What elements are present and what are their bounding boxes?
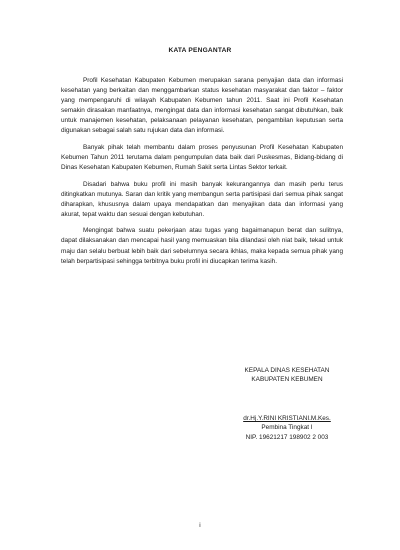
body-text [61,76,343,273]
paragraph-3: Disadari bahwa buku profil ini masih banyak kekurangannya dan masih perlu terus ditingkatkan mutunya. Saran dan kritik yang membangun serta partisipasi dari semua pihak sangat diharapkan, khususnya dalam upaya mendapatkan dan menyajikan data dan informasi yang akurat, tepat waktu dan sesuai dengan kebutuhan. [61,180,343,218]
office-line-1: KEPALA DINAS KESEHATAN [244,367,330,374]
paragraph-1: Profil Kesehatan Kabupaten Kebumen merupakan sarana penyajian data dan informasi kesehatan yang berkaitan dan menggambarkan status kesehatan masyarakat dan faktor – faktor yang mempengaruhi di wilayah Kabupaten Kebumen tahun 2011. Saat ini Profil Kesehatan semakin dirasakan manfaatnya, mengingat data dan informasi kesehatan sangat dibutuhkan, baik untuk manajemen kesehatan, pelaksanaan pelayanan kesehatan, pengambilan keputusan serta digunakan sebagai salah satu rujukan data dan informasi. [61,77,343,135]
page-title: KATA PENGANTAR [168,47,232,54]
signatory-rank: Pembina Tingkat I [261,424,313,432]
signature-office [222,366,352,385]
signatory-block [222,414,352,442]
signatory-nip: NIP. 19621217 198902 2 003 [245,433,329,441]
paragraph-4: Mengingat bahwa suatu pekerjaan atau tugas yang bagaimanapun berat dan sulitnya, dapat dilaksanakan dan mencapai hasil yang memuaskan bila dilandasi oleh niat baik, tekad untuk maju dan selalu berbuat lebih baik dari sebelumnya secara ikhlas, maka kepada semua pihak yang telah berpartisipasi sehingga terbitnya buku profil ini diucapkan terima kasih. [61,227,343,265]
signatory-name: dr.Hj.Y.RINI KRISTIANI.M.Kes. [243,415,331,422]
page-number: i [199,522,201,529]
office-line-2: KABUPATEN KEBUMEN [251,376,323,384]
paragraph-2: Banyak pihak telah membantu dalam proses penyusunan Profil Kesehatan Kabupaten Kebumen Tahun 2011 terutama dalam pengumpulan data baik dari Puskesmas, Bidang-bidang di Dinas Kesehatan Kabupaten Kebumen, Rumah Sakit serta Lintas Sektor terkait. [61,143,343,172]
